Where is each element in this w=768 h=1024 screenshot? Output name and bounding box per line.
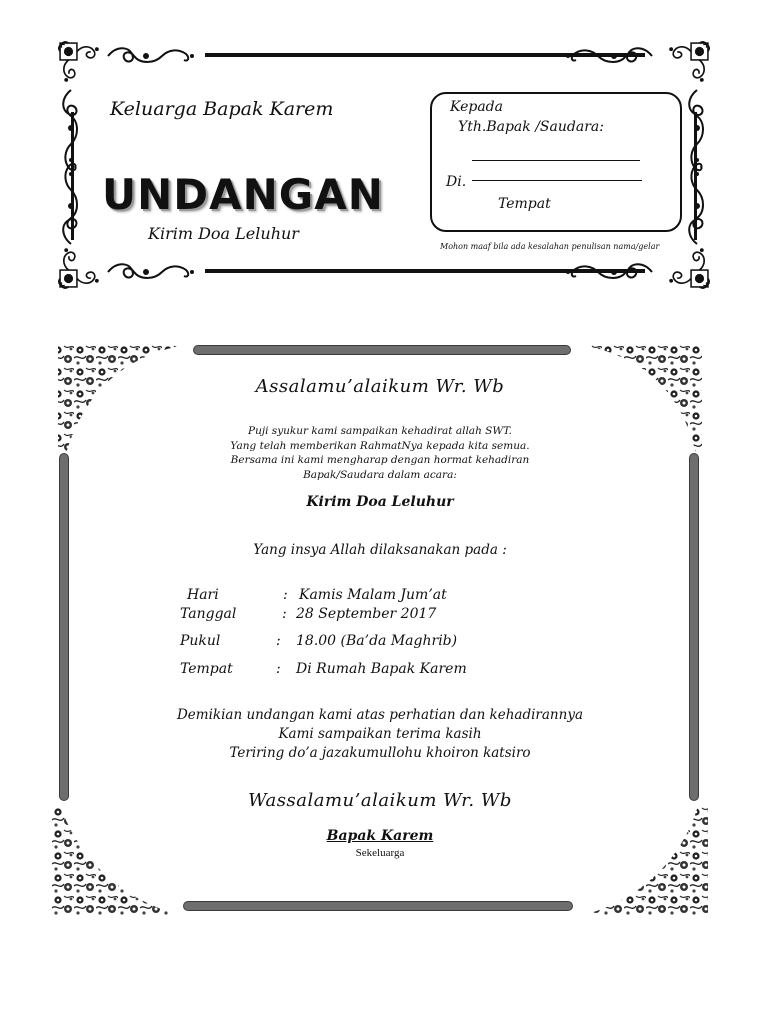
floral-corner-ornament-bottom-right — [580, 806, 708, 916]
closing-paragraph — [52, 706, 708, 763]
frame-bar-bottom — [184, 902, 572, 910]
apology-note: Mohon maaf bila ada kesalahan penulisan nama/gelar — [440, 242, 660, 251]
detail-label-place: Tempat — [180, 661, 233, 677]
flourish-corner-ornament-top-right — [665, 40, 711, 86]
detail-value-date: 28 September 2017 — [296, 606, 437, 622]
scroll-ornament-top-right — [561, 46, 657, 66]
scroll-ornament-bottom-left — [103, 262, 199, 282]
detail-label-time: Pukul — [180, 633, 221, 649]
scroll-ornament-top-left — [103, 46, 199, 66]
recipient-name-line — [472, 160, 640, 161]
flourish-corner-ornament-bottom-right — [665, 244, 711, 290]
detail-label-day: Hari — [187, 587, 219, 603]
closing-line: Demikian undangan kami atas perhatian dan kehadirannya — [176, 707, 583, 723]
event-name: Kirim Doa Leluhur — [306, 494, 454, 510]
opening-greeting: Assalamu’alaikum Wr. Wb — [255, 376, 505, 397]
signature-family: Sekeluarga — [355, 847, 405, 859]
detail-separator: : — [283, 587, 288, 603]
floral-corner-ornament-bottom-left — [52, 806, 184, 916]
detail-separator: : — [282, 606, 287, 622]
intro-line: Bapak/Saudara dalam acara: — [303, 468, 457, 481]
detail-value-time: 18.00 (Ba’da Maghrib) — [296, 633, 458, 649]
closing-greeting: Wassalamu’alaikum Wr. Wb — [248, 790, 512, 811]
address-salutation: Yth.Bapak /Saudara: — [458, 119, 604, 135]
intro-line: Bersama ini kami mengharap dengan hormat kehadiran — [230, 454, 530, 466]
scroll-ornament-right-lower — [687, 156, 707, 246]
frame-bar-top — [194, 346, 570, 354]
scroll-ornament-left-lower — [61, 156, 81, 246]
flourish-corner-ornament-bottom-left — [57, 244, 103, 290]
detail-value-day: Kamis Malam Jum’at — [299, 587, 447, 603]
signature-name: Bapak Karem — [326, 828, 434, 844]
detail-label-date: Tanggal — [180, 606, 237, 622]
detail-value-place: Di Rumah Bapak Karem — [296, 661, 467, 677]
event-subtitle: Kirim Doa Leluhur — [148, 224, 299, 243]
intro-line: Puji syukur kami sampaikan kehadirat allah SWT. — [248, 425, 512, 437]
flourish-corner-ornament-top-left — [57, 40, 103, 86]
address-place-label: Tempat — [498, 196, 551, 212]
detail-separator: : — [276, 633, 281, 649]
intro-paragraph — [52, 424, 708, 482]
recipient-location-line — [472, 180, 642, 181]
invitation-title: UNDANGAN — [102, 170, 384, 219]
detail-separator: : — [276, 661, 281, 677]
closing-line: Teriring do’a jazakumullohu khoiron katsiro — [229, 745, 531, 761]
schedule-announcement: Yang insya Allah dilaksanakan pada : — [253, 542, 507, 558]
family-heading: Keluarga Bapak Karem — [110, 98, 334, 120]
scroll-ornament-bottom-right — [561, 262, 657, 282]
intro-line: Yang telah memberikan RahmatNya kepada kita semua. — [230, 439, 530, 452]
address-to-label: Kepada — [450, 99, 503, 115]
closing-line: Kami sampaikan terima kasih — [278, 726, 482, 742]
address-at-label: Di. — [446, 174, 467, 190]
